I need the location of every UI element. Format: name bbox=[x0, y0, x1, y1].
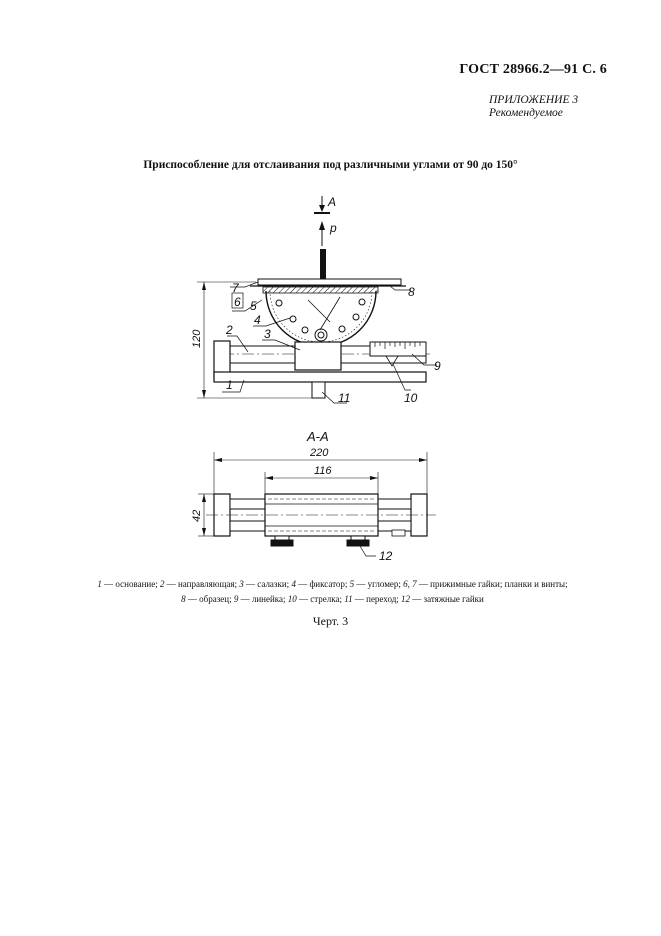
slide bbox=[295, 342, 341, 370]
legend-item: 3 — салазки; bbox=[239, 579, 292, 589]
force-arrow bbox=[319, 221, 337, 246]
section-letter-a: А bbox=[328, 195, 337, 209]
callout-9: 9 bbox=[434, 359, 441, 373]
dimension-section-height: 42 bbox=[191, 509, 203, 522]
transition-piece bbox=[312, 382, 325, 398]
pressing-plate bbox=[258, 279, 401, 285]
appendix-status: Рекомендуемое bbox=[489, 107, 563, 119]
callout-1: 1 bbox=[226, 378, 233, 392]
section-title: А-А bbox=[307, 429, 329, 444]
appendix-label: ПРИЛОЖЕНИЕ 3 bbox=[489, 94, 579, 106]
dimension-inner-width: 116 bbox=[314, 465, 332, 477]
document-reference: ГОСТ 28966.2—91 С. 6 bbox=[459, 62, 607, 77]
force-label: р bbox=[330, 221, 337, 235]
callout-8: 8 bbox=[408, 285, 415, 299]
callout-2: 2 bbox=[226, 323, 233, 337]
callout-11: 11 bbox=[338, 391, 351, 405]
legend-item: 11 — переход; bbox=[344, 594, 402, 604]
ruler bbox=[370, 342, 426, 356]
dimension-height: 120 bbox=[191, 329, 203, 348]
figure-caption: Черт. 3 bbox=[312, 614, 349, 628]
legend-item: 4 — фиксатор; bbox=[291, 579, 350, 589]
callout-7: 7 bbox=[232, 281, 239, 295]
section-mark-a bbox=[314, 195, 336, 213]
legend-item: 2 — направляющая; bbox=[159, 579, 240, 589]
callout-10: 10 bbox=[404, 391, 418, 405]
callout-4: 4 bbox=[254, 313, 261, 327]
callout-6: 6 bbox=[234, 295, 241, 309]
callout-5: 5 bbox=[250, 299, 257, 313]
legend-item: 9 — линейка; bbox=[233, 594, 288, 604]
legend-item: 8 — образец; bbox=[181, 594, 234, 604]
callout-3: 3 bbox=[264, 327, 271, 341]
legend-item: 5 — угломер; bbox=[349, 579, 404, 589]
hatched-strip bbox=[263, 287, 378, 293]
legend-item: 1 — основание; bbox=[97, 579, 160, 589]
legend-item: 10 — стрелка; bbox=[287, 594, 345, 604]
base bbox=[214, 372, 426, 382]
callout-12: 12 bbox=[379, 549, 393, 563]
legend-item: 6, 7 — прижимные гайки; планки и винты; bbox=[403, 579, 568, 589]
specimen-tab bbox=[320, 249, 326, 279]
clamping-nuts bbox=[271, 536, 369, 546]
legend-item: 12 — затяжные гайки bbox=[401, 594, 484, 604]
legend bbox=[40, 577, 625, 607]
dimension-total-width: 220 bbox=[310, 447, 329, 459]
figure-title: Приспособление для отслаивания под различными углами от 90 до 150° bbox=[143, 159, 518, 171]
